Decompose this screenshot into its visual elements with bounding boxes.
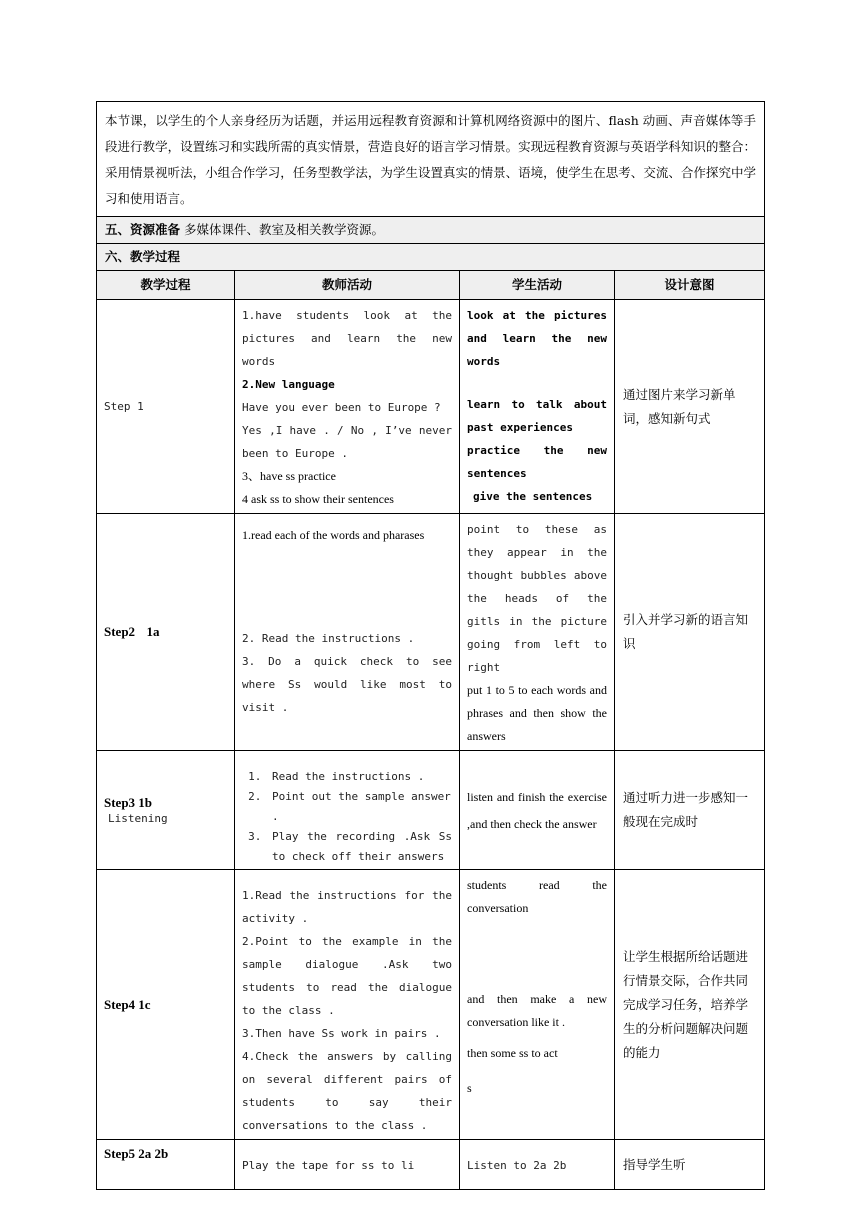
header-process: 教学过程 [97,271,235,300]
header-student: 学生活动 [460,271,615,300]
teacher-line: 3. Do a quick check to see where Ss would like most to visit . [242,655,452,714]
student-activity [460,514,615,751]
teacher-line: 1. Read the instructions . [268,767,452,787]
intro-paragraph: 本节课，以学生的个人亲身经历为话题，并运用远程教育资源和计算机网络资源中的图片、flash 动画、声音媒体等手段进行教学，设置练习和实践所需的真实情景，营造良好的语言学习情景。实现远程教育资源与英语学科知识的整合：采用情景视听法，小组合作学习，任务型教学法，为学生设置真实的情景、语境，使学生在思考、交流、合作探究中学习和使用语言。 [97,102,765,217]
design-intent: 让学生根据所给话题进行情景交际，合作共同完成学习任务，培养学生的分析问题解决问题的能力 [615,870,765,1140]
resources-text: 多媒体课件、教室及相关教学资源。 [184,222,385,237]
teacher-line: 1.have students look at the pictures and learn the new words [242,309,452,368]
student-activity [460,870,615,1140]
step-name: Step3 1b [104,795,153,810]
design-intent: 通过听力进一步感知一般现在完成时 [615,751,765,870]
teacher-line: Have you ever been to Europe ? [242,401,441,414]
design-intent: 指导学生听 [615,1140,765,1190]
teacher-line: 2. Read the instructions . [242,632,415,645]
teacher-line: 3. Play the recording .Ask Ss to check off their answers [268,827,452,867]
step-name-cell [97,1140,235,1190]
teacher-line: 1.read each of the words and pharases [242,528,425,542]
step-sub: Listening [108,812,168,825]
student-line: put 1 to 5 to each words and phrases and then show the answers [467,683,607,743]
step-name: Step2 [104,624,136,639]
step-name: Step 1 [97,300,235,514]
table-row [97,870,765,1140]
resources-section [97,217,765,244]
process-section [97,244,765,271]
student-line: practice the new sentences [467,444,607,480]
step-name-cell [97,870,235,1140]
teacher-activity [235,300,460,514]
table-row [97,300,765,514]
table-row [97,1140,765,1190]
student-line: look at the pictures and learn the new words [467,309,607,368]
lesson-plan-table [96,101,765,1190]
process-label: 六、教学过程 [105,249,181,264]
process-row [97,244,765,271]
lesson-plan-document [96,101,764,1190]
teacher-line: Yes ,I have . / No , I’ve never been to Europe . [242,424,452,460]
teacher-line: 1.Read the instructions for the activity . [242,889,452,925]
student-line: give the sentences [473,490,593,503]
step-name: Step4 1c [104,996,151,1012]
student-line: students read the conversation [467,878,607,915]
teacher-activity [235,514,460,751]
teacher-activity: Play the tape for ss to li [235,1140,460,1190]
teacher-line: 3.Then have Ss work in pairs . [242,1027,441,1040]
intro-row [97,102,765,217]
table-row [97,751,765,870]
student-activity [460,300,615,514]
table-header-row [97,271,765,300]
step-name: Step5 2a 2b [104,1146,169,1161]
student-activity: Listen to 2a 2b [460,1140,615,1190]
student-line: learn to talk about past experiences [467,398,607,434]
design-intent: 通过图片来学习新单词，感知新句式 [615,300,765,514]
teacher-line: 3、have ss practice [242,469,336,483]
teacher-activity [235,870,460,1140]
design-intent: 引入并学习新的语言知识 [615,514,765,751]
teacher-line: 4.Check the answers by calling on several different pairs of students to say their conversations to the class . [242,1050,452,1132]
student-line: s [467,1081,472,1095]
step-name-cell [97,751,235,870]
resources-label: 五、资源准备 [105,222,181,237]
teacher-line: 2.Point to the example in the sample dialogue .Ask two students to read the dialogue to the class . [242,935,452,1017]
student-activity: listen and finish the exercise ,and then check the answer [460,751,615,870]
resources-row [97,217,765,244]
header-teacher: 教师活动 [235,271,460,300]
table-row [97,514,765,751]
teacher-line: 2.New language [242,378,335,391]
teacher-activity [235,751,460,870]
teacher-line: 4 ask ss to show their sentences [242,492,394,506]
step-sub: 1a [146,624,160,639]
header-intent: 设计意图 [615,271,765,300]
teacher-list [242,767,452,867]
student-line: then some ss to act [467,1046,558,1060]
student-line: point to these as they appear in the thought bubbles above the heads of the gitls in the picture going from left to right [467,523,607,674]
step-name-cell [97,514,235,751]
student-line: and then make a new conversation like it . [467,992,607,1029]
teacher-line: 2. Point out the sample answer . [268,787,452,827]
